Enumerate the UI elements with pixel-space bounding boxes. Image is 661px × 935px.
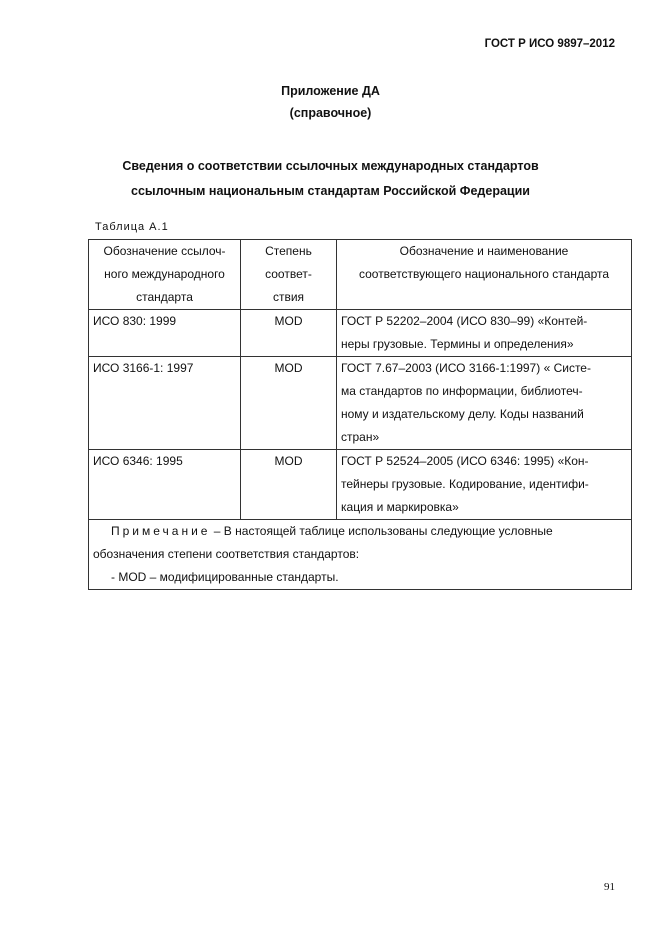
cell-text-line: ГОСТ Р 52202–2004 (ИСО 830–99) «Контей- — [341, 314, 588, 328]
document-code: ГОСТ Р ИСО 9897–2012 — [484, 38, 615, 50]
note-text: – В настоящей таблице использованы следующие условные — [210, 524, 553, 538]
cell-degree: MOD — [241, 450, 337, 520]
cell-text-line: кация и маркировка» — [341, 500, 459, 514]
annex-subtitle: (справочное) — [289, 106, 372, 120]
cell-text-line: ГОСТ 7.67–2003 (ИСО 3166-1:1997) « Систе- — [341, 361, 591, 375]
section-title — [0, 154, 661, 204]
note-line — [93, 520, 627, 543]
header-text: ствия — [272, 290, 305, 304]
section-title-line: Сведения о соответствии ссылочных международных стандартов — [122, 159, 539, 173]
cell-national-standard — [337, 450, 632, 520]
table-header-row — [89, 240, 632, 310]
table-row — [89, 450, 632, 520]
cell-degree: MOD — [241, 357, 337, 450]
header-cell-degree — [241, 240, 337, 310]
annex-title: Приложение ДА — [281, 84, 380, 98]
table-note — [89, 520, 632, 590]
cell-text-line: ма стандартов по информации, библиотеч- — [341, 384, 583, 398]
table-row — [89, 310, 632, 357]
page-number: 91 — [604, 881, 615, 893]
note-line: обозначения степени соответствия стандартов: — [93, 547, 360, 561]
cell-degree: MOD — [241, 310, 337, 357]
cell-international-ref: ИСО 3166-1: 1997 — [89, 357, 241, 450]
note-label: Примечание — [111, 524, 211, 538]
header-text: стандарта — [136, 290, 193, 304]
cell-national-standard — [337, 357, 632, 450]
table-note-row — [89, 520, 632, 590]
section-title-line: ссылочным национальным стандартам Российской Федерации — [131, 184, 530, 198]
cell-international-ref: ИСО 830: 1999 — [89, 310, 241, 357]
note-line: - MOD – модифицированные стандарты. — [111, 570, 339, 584]
header-cell-national-standard — [337, 240, 632, 310]
cell-international-ref: ИСО 6346: 1995 — [89, 450, 241, 520]
header-text: ного международного — [104, 267, 225, 281]
cell-text-line: ному и издательскому делу. Коды названий — [341, 407, 584, 421]
header-text: Степень — [265, 244, 312, 258]
header-cell-international-ref — [89, 240, 241, 310]
cell-text-line: ГОСТ Р 52524–2005 (ИСО 6346: 1995) «Кон- — [341, 454, 589, 468]
cell-text-line: неры грузовые. Термины и определения» — [341, 337, 574, 351]
standards-correspondence-table — [88, 239, 632, 590]
cell-text-line: стран» — [341, 430, 380, 444]
header-text: Обозначение ссылоч- — [103, 244, 226, 258]
table-caption: Таблица А.1 — [95, 221, 169, 233]
table-row — [89, 357, 632, 450]
header-text: Обозначение и наименование — [399, 244, 569, 258]
header-text: соответ- — [265, 267, 312, 281]
header-text: соответствующего национального стандарта — [358, 267, 610, 281]
cell-national-standard — [337, 310, 632, 357]
cell-text-line: тейнеры грузовые. Кодирование, идентифи- — [341, 477, 589, 491]
annex-heading — [0, 80, 661, 124]
